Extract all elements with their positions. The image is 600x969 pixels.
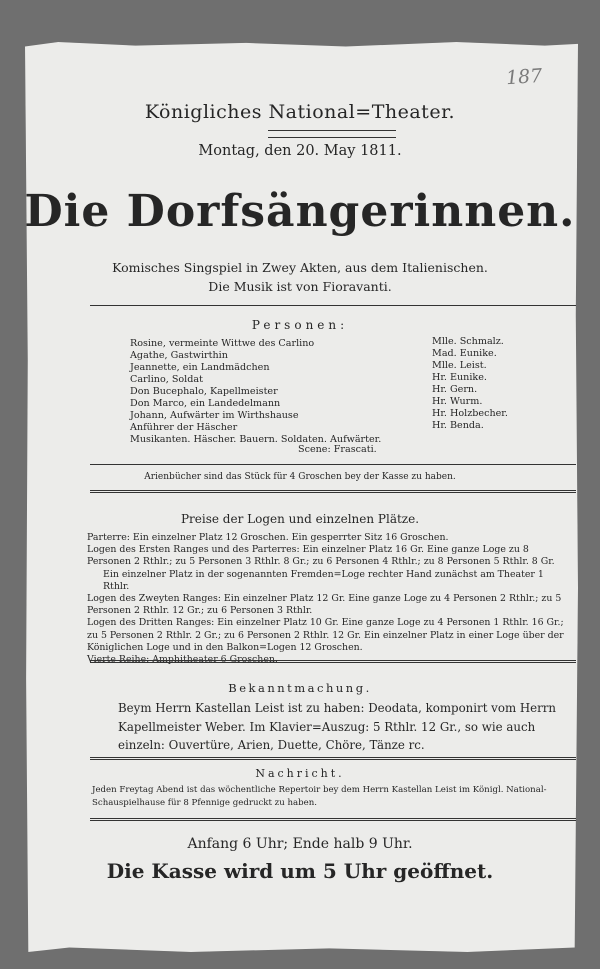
cast-actor: Mlle. Leist. (432, 360, 487, 371)
performance-date: Montag, den 20. May 1811. (198, 143, 402, 159)
divider (90, 660, 576, 663)
bekanntmachung-text: Beym Herrn Kastellan Leist ist zu haben: Deodata, komponirt vom Herrn Kapellmeister Weber. Im Klavier=Auszug: 5 Rthlr. 12 Gr., so wie auch einzeln: Ouvertüre, Arien, Duette, Chöre, Tänze rc. (118, 701, 557, 752)
price-line-dritter-rang: Logen des Dritten Ranges: Ein einzelner Platz 10 Gr. Eine ganze Loge zu 4 Personen 1 Rthlr. 16 Gr.; zu 5 Personen 2 Rthlr. 2 Gr.; zu 6 Personen 2 Rthlr. 12 Gr. Ein einzelner Platz in einer Loge über der Königlichen Loge und in den Balkon=Logen 12 Groschen. (87, 617, 564, 653)
cast-actor: Mlle. Schmalz. (432, 336, 504, 347)
subtitle-genre: Komisches Singspiel in Zwey Akten, aus dem Italienischen. (112, 260, 488, 275)
cast-actor: Hr. Eunike. (432, 372, 487, 383)
theater-name: Königliches National=Theater. (144, 101, 456, 123)
kasse-opening: Die Kasse wird um 5 Uhr geöffnet. (106, 859, 494, 883)
subtitle-composer: Die Musik ist von Fioravanti. (208, 279, 392, 294)
scene-location: Scene: Frascati. (298, 444, 377, 455)
divider (90, 305, 576, 306)
nachricht-heading: Nachricht. (255, 767, 345, 780)
price-line-erster-rang: Logen des Ersten Ranges und des Parterres: Ein einzelner Platz 16 Gr. Eine ganze Loge zu 8 Personen 2 Rthlr.; zu 5 Personen 3 Rthlr. 8 Gr.; zu 6 Personen 4 Rthlr.; zu 8 Personen 5 Rthlr. 8 Gr. (87, 544, 555, 568)
cast-role: Musikanten. Häscher. Bauern. Soldaten. Aufwärter. (130, 434, 382, 445)
divider (90, 490, 576, 493)
personen-heading: Personen: (251, 318, 349, 332)
cast-role: Agathe, Gastwirthin (130, 350, 228, 361)
divider (90, 757, 576, 760)
price-line-zweyter-rang: Logen des Zweyten Ranges: Ein einzelner Platz 12 Gr. Eine ganze Loge zu 4 Personen 2 Rthlr.; zu 5 Personen 2 Rthlr. 12 Gr.; zu 6 Personen 3 Rthlr. (87, 593, 562, 617)
cast-role: Johann, Aufwärter im Wirthshause (130, 410, 299, 421)
cast-actor: Mad. Eunike. (432, 348, 497, 359)
cast-role: Don Bucephalo, Kapellmeister (130, 386, 278, 397)
price-line-parterre: Parterre: Ein einzelner Platz 12 Groschen. Ein gesperrter Sitz 16 Groschen. (87, 532, 449, 543)
cast-role: Don Marco, ein Landedelmann (130, 398, 281, 409)
price-line-fremden-loge: Ein einzelner Platz in der sogenannten Fremden=Loge rechter Hand zunächst am Theater 1 Rthlr. (103, 568, 544, 592)
cast-actor: Hr. Wurm. (432, 396, 483, 407)
divider (90, 464, 576, 465)
cast-actor: Hr. Gern. (432, 384, 478, 395)
price-list (87, 532, 567, 666)
cast-role: Rosine, vermeinte Wittwe des Carlino (130, 338, 315, 349)
cast-role: Jeannette, ein Landmädchen (130, 362, 270, 373)
preise-heading: Preise der Logen und einzelnen Plätze. (180, 512, 420, 526)
cast-actor: Hr. Holzbecher. (432, 408, 508, 419)
play-title: Die Dorfsängerinnen. (24, 186, 576, 237)
playbill-paper (25, 42, 578, 952)
archive-number: 187 (505, 64, 543, 90)
header-ornament (268, 130, 396, 138)
bekanntmachung-heading: Bekanntmachung. (228, 681, 372, 695)
price-line-vierte-reihe: Vierte Reihe: Amphitheater 6 Groschen. (87, 654, 278, 666)
cast-role: Anführer der Häscher (130, 422, 238, 433)
divider (90, 818, 576, 821)
cast-actor: Hr. Benda. (432, 420, 484, 431)
nachricht-text: Jeden Freytag Abend ist das wöchentliche Repertoir bey dem Herrn Kastellan Leist im Königl. National-Schauspielhause für 8 Pfennige gedruckt zu haben. (92, 785, 547, 808)
cast-role: Carlino, Soldat (130, 374, 203, 385)
performance-times: Anfang 6 Uhr; Ende halb 9 Uhr. (187, 836, 413, 852)
arien-note: Arienbücher sind das Stück für 4 Groschen bey der Kasse zu haben. (144, 472, 456, 482)
